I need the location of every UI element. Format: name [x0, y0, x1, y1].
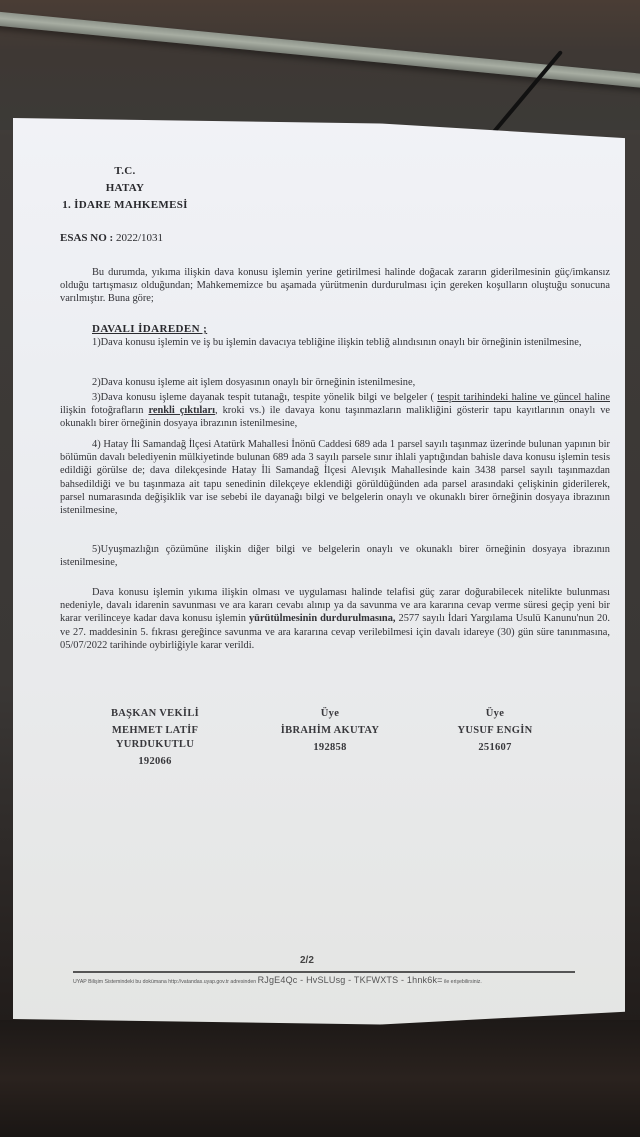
- signature-chair: [80, 705, 230, 770]
- signature-id: 251607: [478, 742, 512, 753]
- signature-name: MEHMET LATİF: [111, 725, 199, 736]
- document-page: [13, 118, 625, 1030]
- signature-name: YUSUF ENGİN: [457, 725, 533, 736]
- decision-paragraph: Dava konusu işlemin yıkıma ilişkin olması ve uygulaması halinde telafisi güç zarar doğurabilecek nitelikte bulunması nedeniyle, davalı idarenin savunması ve ara kararı cevabı alınıp ya da savunma ve ara kararına cevap verme süresi geçip yeni bir karar verilinceye kadar dava konusu işlemin yürütülmesinin durdurulmasına, 2577 sayılı İdari Yargılama Usulü Kanunu'nun 20. ve 27. maddesinin 5. fıkrası gereğince savunma ve ara kararına cevap verilebilmesi için davalı idareye (30) gün süre tanınmasına, 05/07/2022 tarihinde oybirliğiyle karar verildi.: [60, 587, 611, 651]
- signature-id: 192858: [313, 742, 347, 753]
- signature-name: YURDUKUTLU: [115, 739, 195, 750]
- item-1: 1)Dava konusu işlemin ve iş bu işlemin davacıya tebliğine ilişkin tebliğ alındısının onaylı bir örneğinin istenilmesine,: [92, 337, 582, 348]
- page-number: 2/2: [300, 955, 314, 966]
- signature-member-1: [255, 705, 405, 756]
- verification-code: RJgE4Qc - HvSLUsg - TKFWXTS - 1hnk6k=: [257, 975, 443, 985]
- bold-underlined-text: renkli çıktıları: [148, 405, 216, 417]
- signature-id: 192066: [138, 756, 172, 767]
- header-court: 1. İDARE MAHKEMESİ: [62, 199, 188, 211]
- item-3: 3)Dava konusu işleme dayanak tespit tutanağı, tespite yönelik bilgi ve belgeler ( tespit tarihindeki haline ve güncel haline ilişkin fotoğrafların renkli çıktıları, kroki vs.) ile davaya konu taşınmazların malikliğini gösterir tapu kayıtlarının onaylı ve okunaklı birer örneğinin dosyaya ibrazının istenilmesine,: [60, 392, 611, 430]
- decision-bold: yürütülmesinin durdurulmasına,: [248, 613, 396, 625]
- intro-paragraph: Bu durumda, yıkıma ilişkin dava konusu işlemin yerine getirilmesi halinde doğacak zararın giderilmesinin güç/imkansız olduğu tartışmasız olduğundan; Mahkememizce bu aşamada yürütmenin durdurulması için gereken koşulların oluştuğu sonucuna varılmıştır. Buna göre;: [60, 267, 610, 305]
- item-5: 5)Uyuşmazlığın çözümüne ilişkin diğer bilgi ve belgelerin onaylı ve okunaklı birer örneğinin dosyaya ibrazının istenilmesine,: [60, 544, 610, 569]
- signature-member-2: [420, 705, 570, 756]
- item-4: 4) Hatay İli Samandağ İlçesi Atatürk Mahallesi İnönü Caddesi 689 ada 1 parsel sayılı taşınmaz üzerinde bulunan yapının bir bölümün davalı belediyenin mülkiyetinde bulunan 689 ada 3 sayılı parsele sınır ihlali yaptığından bahisle dava konusu işlemin tesis edildiği görülse de; dava dilekçesinde Hatay İli Samandağ İlçesi Alevışık Mahallesinde kain 3438 parsel sayılı taşınmazdan bahsedildiği ve bu taşınmaza ait tapu senedinin dilekçeye eklendiği görüldüğünden ada parsel arasındaki çelişkinin giderilerek, parsel numarasında değişiklik var ise sebebi ile dayanağı bilgi ve belgelerin onaylı ve okunaklı birer örneğinin dosyaya ibrazının istenilmesine,: [60, 439, 610, 517]
- header-country: T.C.: [114, 165, 136, 177]
- case-number-value: 2022/1031: [115, 232, 163, 244]
- section-title: DAVALI İDAREDEN ;: [92, 323, 208, 335]
- signature-role: BAŞKAN VEKİLİ: [110, 708, 200, 719]
- underlined-text: tespit tarihindeki haline ve güncel haline: [437, 392, 610, 403]
- signature-role: Üye: [320, 708, 340, 719]
- header-city: HATAY: [105, 182, 145, 194]
- case-number-label: ESAS NO :: [60, 232, 114, 244]
- footer-divider: [73, 971, 575, 973]
- case-number: [60, 232, 163, 244]
- background-bottom: [0, 1020, 640, 1137]
- footer-verification: UYAP Bilişim Sistemindeki bu dokümana http://vatandas.uyap.gov.tr adresinden RJgE4Qc - HvSLUsg - TKFWXTS - 1hnk6k= ile erişebilirsiniz.: [73, 975, 482, 985]
- signature-name: İBRAHİM AKUTAY: [280, 725, 380, 736]
- item-2: 2)Dava konusu işleme ait işlem dosyasının onaylı bir örneğinin istenilmesine,: [92, 377, 416, 388]
- signature-role: Üye: [485, 708, 505, 719]
